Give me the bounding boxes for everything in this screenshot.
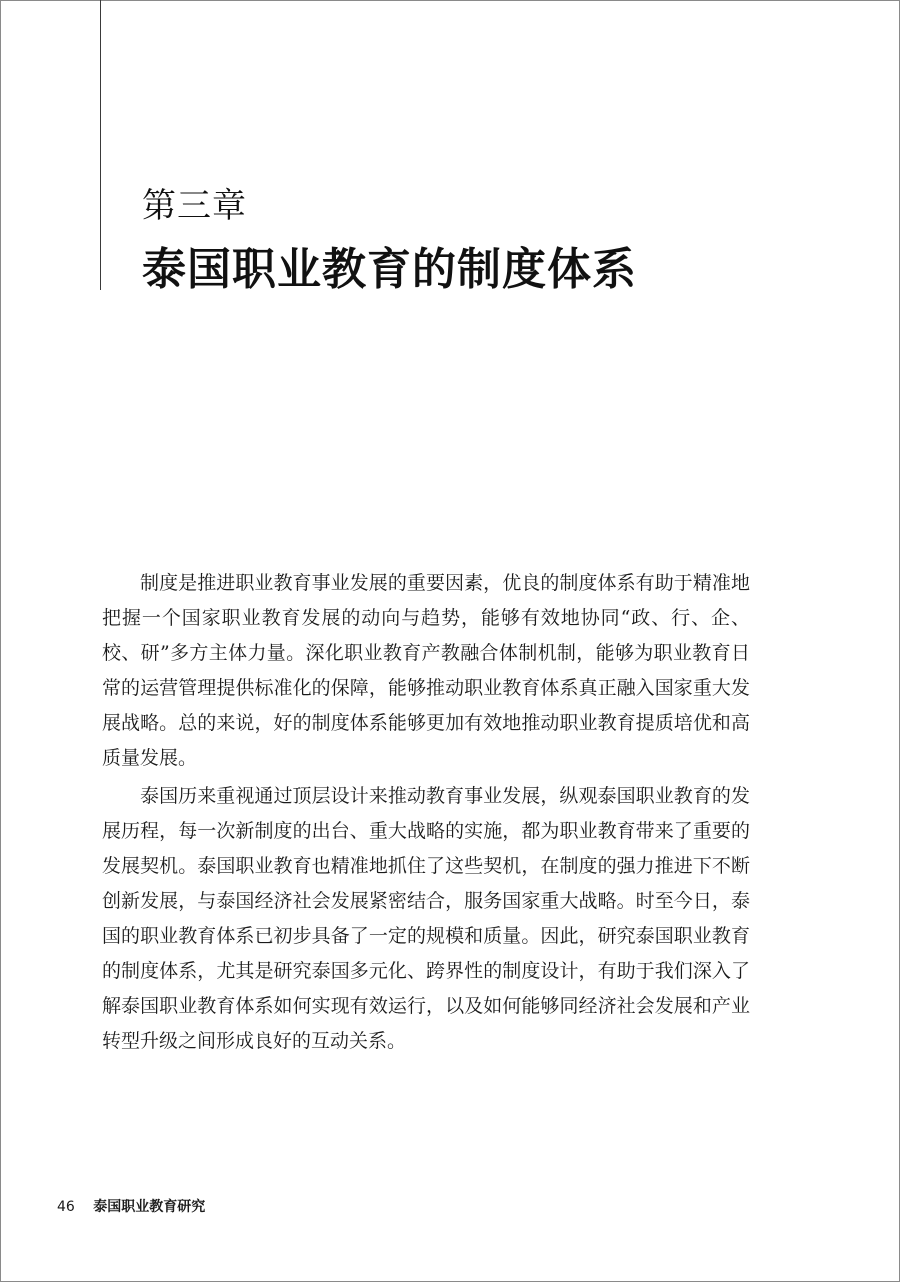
chapter-divider-line bbox=[100, 0, 101, 290]
page-number: 46 bbox=[57, 1199, 75, 1215]
page-footer bbox=[57, 1196, 205, 1216]
paragraph-1: 制度是推进职业教育事业发展的重要因素，优良的制度体系有助于精准地把握一个国家职业教育发展的动向与趋势，能够有效地协同“政、行、企、校、研”多方主体力量。深化职业教育产教融合体制机制，能够为职业教育日常的运营管理提供标准化的保障，能够推动职业教育体系真正融入国家重大发展战略。总的来说，好的制度体系能够更加有效地推动职业教育提质培优和高质量发展。 bbox=[102, 572, 750, 769]
chapter-title: 泰国职业教育的制度体系 bbox=[142, 244, 637, 295]
paragraph-2: 泰国历来重视通过顶层设计来推动教育事业发展，纵观泰国职业教育的发展历程，每一次新制度的出台、重大战略的实施，都为职业教育带来了重要的发展契机。泰国职业教育也精准地抓住了这些契机，在制度的强力推进下不断创新发展，与泰国经济社会发展紧密结合，服务国家重大战略。时至今日，泰国的职业教育体系已初步具备了一定的规模和质量。因此，研究泰国职业教育的制度体系，尤其是研究泰国多元化、跨界性的制度设计，有助于我们深入了解泰国职业教育体系如何实现有效运行，以及如何能够同经济社会发展和产业转型升级之间形成良好的互动关系。 bbox=[102, 785, 750, 1052]
body-text bbox=[102, 566, 750, 1062]
book-title: 泰国职业教育研究 bbox=[93, 1199, 206, 1215]
chapter-label: 第三章 bbox=[142, 186, 247, 226]
